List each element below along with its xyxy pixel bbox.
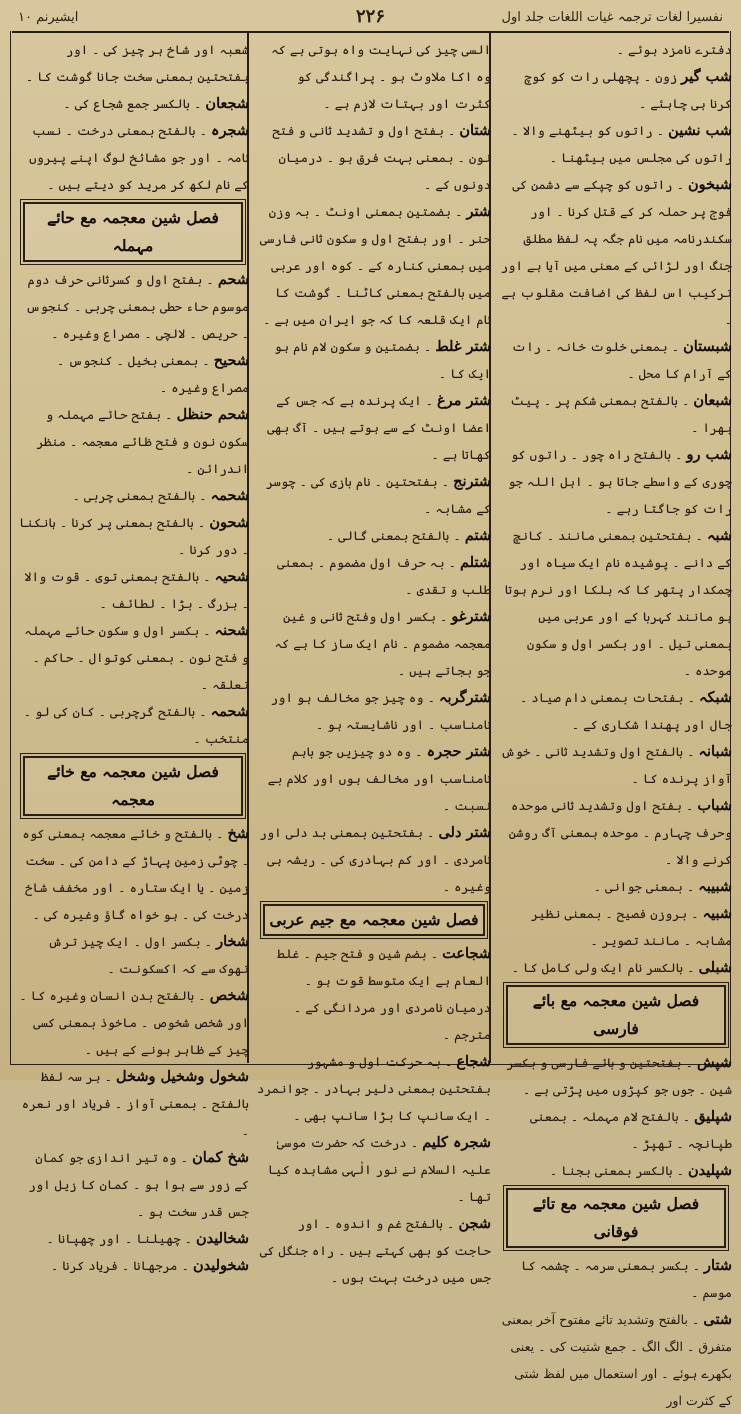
dictionary-entry <box>257 940 491 1048</box>
entry-headword: شخ <box>227 825 249 842</box>
entry-definition: ۔ بکسر اول ۔ ایک چیز ترش تھوک سے کہ اکسکونت ۔ <box>47 934 249 976</box>
entry-headword: شحیہ <box>214 568 249 585</box>
entry-definition: ۔ بالفتح بمعنی درخت ۔ نسب نامہ ۔ اور جو مشائخ لوگ اپنے پیروں کے نام لکھ کر مرید کو دیتے ہیں ۔ <box>29 123 249 192</box>
entry-headword: شحیح <box>213 352 249 369</box>
entry-headword: شخولیدن <box>192 1257 249 1274</box>
dictionary-entry <box>257 333 491 387</box>
entry-definition: ۔ بالفتح وتشدید تائے مفتوح آخر بمعنی متفرق ۔ الگ الگ ۔ جمع شتیت کی ۔ یعنی بکھرے ہوئے ۔ اور استعمال میں لفظ شتی کے کثرت اور <box>501 1312 732 1408</box>
entry-definition: ۔ بفتح اول و کسرثانی حرف دوم موسوم حاء حطی بمعنی چربی ۔ کنجوس ۔ حریص ۔ لالچی ۔ مصراع وغیرہ ۔ <box>25 272 249 341</box>
dictionary-entry <box>500 738 732 792</box>
dictionary-entry <box>17 401 249 482</box>
dictionary-entry <box>500 684 732 738</box>
entry-definition: ۔ بہ حرف اول مضموم ۔ بمعنی طلب و تقدی ۔ <box>277 555 491 597</box>
entry-definition: ۔ بکسر اول وفتح ثانی و غین معجمہ مضموم ۔ نام ایک ساز کا ہے کہ جو بجاتے ہیں ۔ <box>274 609 491 678</box>
dictionary-entry <box>257 1048 491 1129</box>
entry-headword: شبیہ <box>702 905 732 922</box>
entry-definition: السی چیز کی نہایت واہ ہوتی ہے کہ وہ اکا ملاوٹ ہو ۔ پراگندگی کو کثرت اور بہتات لازم ہے ۔ <box>271 42 491 111</box>
entry-definition: ۔ بالفتح بمعنی شکم پر ۔ پیٹ بھرا ۔ <box>510 393 732 435</box>
dictionary-entry <box>17 982 249 1063</box>
entry-definition: ۔ بکسر بمعنی سرمہ ۔ چشمہ کا موسم ۔ <box>521 1258 732 1300</box>
entry-headword: شحنہ <box>214 622 249 639</box>
entry-headword: شتلم <box>460 554 491 571</box>
entry-headword: شتر غلط <box>435 338 491 355</box>
dictionary-entry <box>500 117 732 171</box>
dictionary-entry <box>17 563 249 617</box>
entry-headword: شبستان <box>683 338 732 355</box>
entry-headword: شبعان <box>693 392 732 409</box>
entry-definition: ۔ بفتحتین بمعنی مانند ۔ کانچ کے دانے ۔ پوشیدہ نام ایک سیاہ اور چمکدار پتھر کا کہ ہلکا اور نرم ہوتا ہو مانند کہربا کے اور عربی میں بمعنی تیل ۔ اور بکسر اول و سکون موحدہ ۔ <box>504 528 732 678</box>
dictionary-entry <box>500 441 732 522</box>
dictionary-entry <box>500 900 732 954</box>
dictionary-entry <box>500 1306 732 1414</box>
entry-headword: شخار <box>216 933 249 950</box>
dictionary-entry <box>500 36 732 63</box>
entry-definition: ۔ بالفتح راہ چور ۔ راتوں کو چوری کے واسطے جاتا ہو ۔ اہل اللہ جو رات کو جاگتا رہے ۔ <box>508 447 732 516</box>
entry-definition: ۔ بالفتح بمعنی پر کرنا ۔ ہانکنا ۔ دور کرنا ۔ <box>18 515 249 557</box>
section-banner: فصل شین معجمہ مع خائے معجمہ <box>23 756 243 816</box>
entry-definition: ۔ بالکسر نام ایک ولی کامل کا ۔ <box>511 960 695 975</box>
dictionary-entry <box>500 792 732 873</box>
entry-definition: ۔ بالفتح بمعنی گالی ۔ <box>326 528 461 543</box>
dictionary-entry <box>257 387 491 468</box>
column-right <box>495 34 737 1408</box>
dictionary-entry <box>257 1129 491 1210</box>
entry-headword: شبہ <box>706 527 732 544</box>
section-banner: فصل شین معجمہ مع بائے فارسی <box>506 985 726 1045</box>
header-title: نفسیرا لغات ترجمہ غیات اللغات جلد اول <box>501 10 723 25</box>
entry-definition: ۔ بفتحات بمعنی دام صیاد ۔ جال اور پھندا شکاری کے ۔ <box>519 690 732 732</box>
entry-headword: شجرہ <box>210 122 249 139</box>
entry-definition: ۔ بالفتح لام مہملہ ۔ بمعنی طپانچہ ۔ تھپڑ ۔ <box>529 1109 732 1151</box>
entry-headword: شجن <box>458 1215 491 1232</box>
entry-definition: ۔ درخت کہ حضرت موسیٰ علیہ السلام نے نور الٰہی مشاہدہ کیا تھا ۔ <box>267 1135 491 1204</box>
entry-definition: ۔ بمعنی بخیل ۔ کنجوس ۔ مصراع وغیرہ ۔ <box>56 353 249 395</box>
dictionary-entry <box>17 698 249 752</box>
entry-definition: ۔ وہ تیر اندازی جو کمان کے زور سے ہوا ہو ۔ کمان کا زیل اور جس قدر سخت ہو ۔ <box>28 1150 249 1219</box>
dictionary-entry <box>17 1063 249 1144</box>
dictionary-entry <box>500 333 732 387</box>
entry-headword: شپلیدن <box>688 1162 732 1179</box>
entry-headword: شحمہ <box>210 487 249 504</box>
section-banner: فصل شین معجمہ مع تائے فوقانی <box>506 1188 726 1248</box>
dictionary-entry <box>257 549 491 603</box>
entry-definition: ۔ ہر سہ لفظ بالفتح ۔ بمعنی آواز ۔ فریاد اور نعرہ ۔ <box>21 1069 249 1138</box>
entry-definition: ۔ بفتحتین و بائے فارسی و بکسر شین ۔ جوں جو کپڑوں میں پڑتی ہے ۔ <box>506 1055 732 1097</box>
entry-definition: ۔ بالفتح و خائے معجمہ بمعنی کوہ ۔ چوٹی زمین پہاڑ کے دامن کی ۔ سخت زمین ۔ یا ایک ستارہ ۔ اور مخفف شاخ درخت کی ۔ ہو خواہ گاؤ وغیرہ کی ۔ <box>22 826 249 922</box>
page-border-left <box>10 31 11 1065</box>
entry-definition: ۔ بفتح حائے مہملہ و سکون نون و فتح ظائے معجمہ ۔ منظر اندرائن ۔ <box>36 407 249 476</box>
entry-headword: شخالیدن <box>196 1230 249 1247</box>
entry-definition: ۔ بضم شین و فتح جیم ۔ غلط العام ہے ایک متوسط قوت ہو ۔ درمیان نامردی اور مردانگی کے ۔ مترجم ۔ <box>277 946 491 1042</box>
entry-headword: شحون <box>209 514 249 531</box>
entry-headword: شبلی <box>698 959 732 976</box>
dictionary-entry <box>500 63 732 117</box>
entry-headword: شتم <box>464 527 491 544</box>
entry-definition: ۔ بفتحتین بمعنی بد دلی اور نامردی ۔ اور کم بہادری کی ۔ ریشہ ہی وغیرہ ۔ <box>259 825 491 894</box>
dictionary-entry <box>257 117 491 198</box>
dictionary-entry <box>17 509 249 563</box>
entry-definition: زون ۔ پچھلی رات کو کوچ کرنا ہی چاہئے ۔ <box>524 69 732 111</box>
entry-headword: شخ کمان <box>192 1149 249 1166</box>
entry-headword: شب گیر <box>681 68 732 85</box>
entry-headword: شجرہ کلیم <box>422 1134 491 1151</box>
entry-definition: ۔ وہ دو چیزیں جو باہم نامناسب اور مخالف ہوں اور کلام بے نسبت ۔ <box>267 744 491 813</box>
entry-headword: شباب <box>697 797 732 814</box>
entry-definition: ۔ بالفتح بمعنی توی ۔ قوت والا ۔ بزرگ ۔ بڑا ۔ لطائف ۔ <box>24 569 249 611</box>
dictionary-entry <box>17 117 249 198</box>
header-rule <box>12 31 729 33</box>
entry-headword: شتی <box>703 1311 732 1328</box>
dictionary-entry <box>257 603 491 684</box>
dictionary-entry <box>17 1144 249 1225</box>
entry-definition: ۔ بالفتح غم و اندوہ ۔ اور حاجت کو بھی کہتے ہیں ۔ راہ جنگل کی جس میں درخت بہت ہوں ۔ <box>259 1216 491 1285</box>
dictionary-entry <box>500 873 732 900</box>
dictionary-entry <box>500 1103 732 1157</box>
entry-definition: دفترے نامزد ہوئے ۔ <box>616 42 732 57</box>
dictionary-entry <box>17 820 249 928</box>
entry-headword: شپش <box>696 1054 732 1071</box>
entry-headword: شبانہ <box>698 743 732 760</box>
entry-definition: ۔ بالفتح اول وتشدید ثانی ۔ خوش آواز پرندہ کا ۔ <box>500 744 732 786</box>
entry-headword: شخول وشخیل وشخل <box>116 1068 249 1085</box>
entry-definition: ۔ بالفتح بمعنی چربی ۔ <box>72 488 207 503</box>
header-left-text: ۱۰ ایشیرنم <box>18 10 79 25</box>
dictionary-entry <box>257 1210 491 1291</box>
dictionary-entry <box>17 347 249 401</box>
entry-definition: ۔ بضمتین و سکون لام نام ہو ایک کا ۔ <box>274 339 491 381</box>
dictionary-entry <box>17 482 249 509</box>
entry-definition: ۔ بمعنی جوانی ۔ <box>593 879 695 894</box>
entry-headword: شترگربہ <box>439 689 491 706</box>
entry-headword: شبخون <box>687 176 732 193</box>
entry-definition: ۔ راتوں کو بیٹھنے والا ۔ راتوں کی مجلس میں بیٹھنا ۔ <box>511 123 732 165</box>
entry-definition: ۔ راتوں کو چپکے سے دشمن کی فوج پر حملہ کر کے قتل کرنا ۔ اور سکندرنامہ میں نام جگہ پہ لفظ مطلق جنگ اور لڑائی کے معنی میں آیا ہے اور ترکیب اس لفظ کی اضافت مقلوب ہے ۔ <box>500 177 732 327</box>
entry-definition: ۔ بالکسر جمع شجاع کی ۔ <box>63 96 202 111</box>
entry-definition: ۔ بضمتین بمعنی اونٹ ۔ بہ وزن حنر ۔ اور بفتح اول و سکون ثانی فارسی میں بمعنی کنارہ کے ۔ کوہ اور عربی میں بالفتح بمعنی کاٹنا ۔ گوشت کا نام ایک قلعہ کا کہ جو ایران میں ہے ۔ <box>259 204 491 327</box>
entry-definition: ۔ بفتحتین ۔ نام بازی کی ۔ چوسر کے مشابہ ۔ <box>266 474 491 516</box>
entry-headword: شپلیق <box>694 1108 732 1125</box>
entry-definition: ۔ بالکسر بمعنی بجنا ۔ <box>549 1163 685 1178</box>
dictionary-entry <box>257 36 491 117</box>
dictionary-entry <box>257 684 491 738</box>
entry-definition: ۔ بکسر اول و سکون حائے مہملہ و فتح نون ۔ بمعنی کوتوال ۔ حاکم ۔ تعلقہ ۔ <box>24 623 249 692</box>
dictionary-entry <box>500 1157 732 1184</box>
entry-definition: ۔ بمعنی خلوت خانہ ۔ رات کے آرام کا محل ۔ <box>511 339 732 381</box>
entry-definition: ۔ بفتح اول وتشدید ثانی موحدہ وحرف چہارم ۔ موحدہ بمعنی آگ روشن کرنے والا ۔ <box>508 798 732 867</box>
section-banner: فصل شین معجمہ مع حائے مہملہ <box>23 202 243 262</box>
page-number: ۲۲۶ <box>355 6 386 27</box>
entry-headword: شتار <box>704 1257 732 1274</box>
entry-headword: شترغو <box>451 608 491 625</box>
entry-definition: ۔ بفتح اول و تشدید ثانی و فتح نون ۔ بمعنی بہت فرق ہو ۔ درمیان دونوں کے ۔ <box>272 123 491 192</box>
entry-headword: شبیبہ <box>698 878 732 895</box>
entry-definition: ۔ وہ چیز جو مخالف ہو اور نامناسب ۔ اور ناشایستہ ہو ۔ <box>270 690 491 732</box>
entry-headword: شجاع <box>456 1053 491 1070</box>
entry-definition: ۔ بروزن فصیح ۔ بمعنی نظیر مشابہ ۔ مانند تصویر ۔ <box>530 906 732 948</box>
entry-headword: شترنج <box>453 473 491 490</box>
dictionary-entry <box>257 198 491 333</box>
entry-headword: شجعان <box>205 95 249 112</box>
dictionary-entry <box>500 1252 732 1306</box>
entry-headword: شتر دلی <box>438 824 491 841</box>
entry-definition: ۔ بہ حرکت اول و مشہور بفتحتین بمعنی دلیر بہادر ۔ جوانمرد ۔ ایک سانپ کا بڑا سانپ بھی ۔ <box>256 1054 491 1123</box>
entry-headword: شخص <box>209 987 249 1004</box>
dictionary-entry <box>257 738 491 819</box>
dictionary-entry <box>257 819 491 900</box>
entry-definition: ۔ ایک پرندہ ہے کہ جس کے اعضا اونٹ کے سے ہوتے ہیں ۔ آگ بھی کھاتا ہے ۔ <box>267 393 491 462</box>
dictionary-entry <box>17 36 249 90</box>
entry-definition: ۔ بالفتح بدن انسان وغیرہ کا ۔ اور شخص شخوص ۔ ماخوذ بمعنی کسی چیز کے ظاہر ہونے کے ہیں ۔ <box>19 988 249 1057</box>
entry-headword: شحم <box>217 271 249 288</box>
entry-definition: ۔ مرجھانا ۔ فریاد کرنا ۔ <box>50 1258 189 1273</box>
entry-headword: شتان <box>459 122 491 139</box>
entry-headword: شبکہ <box>698 689 732 706</box>
dictionary-entry <box>257 522 491 549</box>
entry-headword: شجاعت <box>442 945 491 962</box>
entry-definition: ۔ چھیلنا ۔ اور چھپانا ۔ <box>46 1231 192 1246</box>
dictionary-entry <box>500 522 732 684</box>
column-left <box>12 34 254 1274</box>
section-banner: فصل شین معجمہ مع جیم عربی <box>263 904 485 936</box>
column-middle <box>252 34 496 1285</box>
dictionary-entry <box>257 468 491 522</box>
dictionary-entry <box>17 1252 249 1279</box>
dictionary-entry <box>17 90 249 117</box>
dictionary-entry <box>500 1049 732 1103</box>
entry-definition: ۔ بالفتح گرچربی ۔ کان کی لو ۔ منتخب ۔ <box>23 704 249 746</box>
dictionary-entry <box>500 954 732 981</box>
entry-headword: شتر <box>466 203 491 220</box>
dictionary-entry <box>17 617 249 698</box>
entry-headword: شب رو <box>686 446 732 463</box>
dictionary-entry <box>500 171 732 333</box>
entry-definition: شعبہ اور شاخ ہر چیز کی ۔ اور بفتحتین بمعنی سخت جانا گوشت کا ۔ <box>25 42 249 84</box>
entry-headword: شب نشین <box>668 122 732 139</box>
dictionary-entry <box>500 387 732 441</box>
dictionary-entry <box>17 1225 249 1252</box>
dictionary-entry <box>17 928 249 982</box>
entry-headword: شتر مرغ <box>437 392 491 409</box>
page-header <box>12 6 729 32</box>
entry-headword: شحم حنظل <box>176 406 249 423</box>
entry-headword: شحمہ <box>210 703 249 720</box>
dictionary-entry <box>17 266 249 347</box>
entry-headword: شتر حجرہ <box>426 743 491 760</box>
